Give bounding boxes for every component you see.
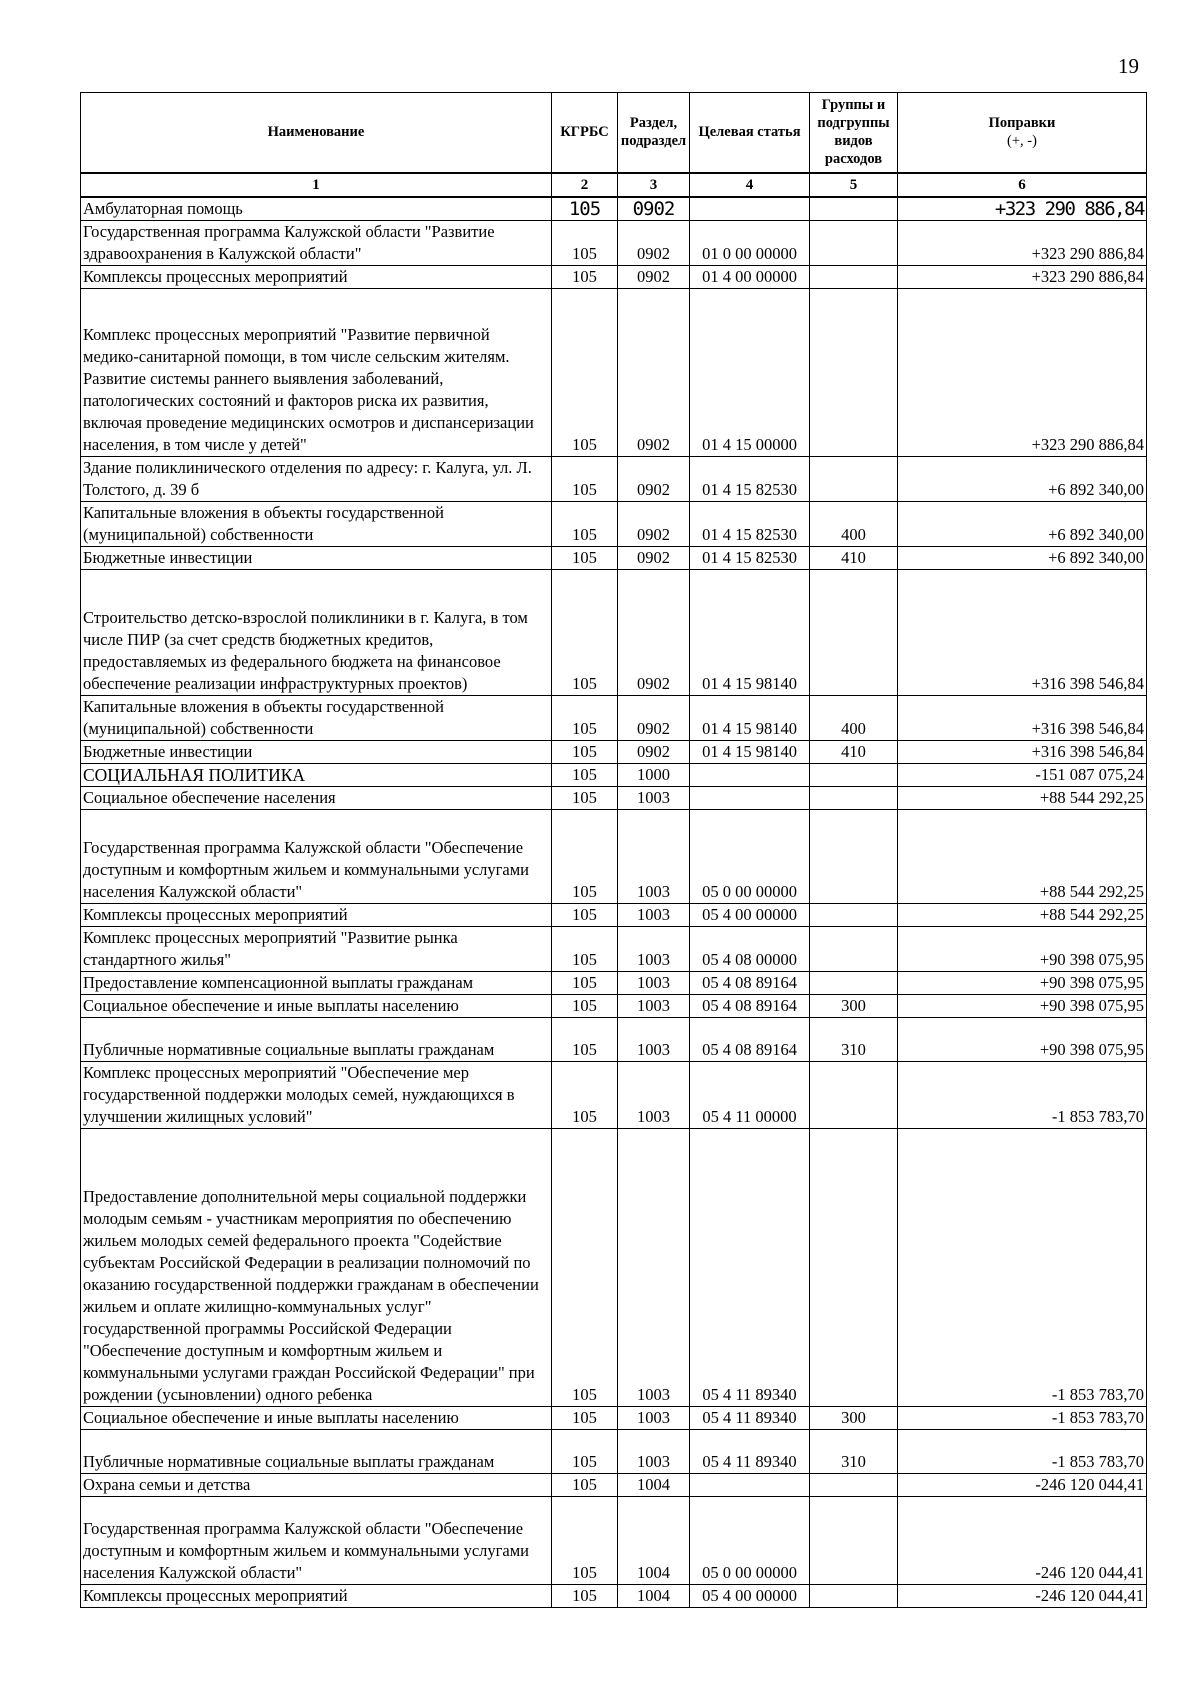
table-row	[81, 288, 1147, 456]
row-name: Комплексы процессных мероприятий	[81, 265, 552, 288]
row-article: 01 4 00 00000	[690, 265, 810, 288]
row-kgrbs: 105	[552, 994, 618, 1017]
row-group	[810, 1128, 898, 1406]
row-name: Комплекс процессных мероприятий "Развитие рынка стандартного жилья"	[81, 926, 552, 971]
table-row	[81, 740, 1147, 763]
row-kgrbs: 105	[552, 1017, 618, 1061]
page-number: 19	[1118, 54, 1139, 78]
row-kgrbs: 105	[552, 197, 618, 221]
row-group	[810, 456, 898, 501]
row-amount: +323 290 886,84	[898, 288, 1147, 456]
row-kgrbs: 105	[552, 456, 618, 501]
row-article	[690, 197, 810, 221]
row-group: 410	[810, 740, 898, 763]
row-article: 01 4 15 82530	[690, 456, 810, 501]
row-section: 1003	[618, 1061, 690, 1128]
row-group	[810, 926, 898, 971]
row-amount: -1 853 783,70	[898, 1128, 1147, 1406]
row-section: 0902	[618, 740, 690, 763]
row-amount: +6 892 340,00	[898, 546, 1147, 569]
row-name: Амбулаторная помощь	[81, 197, 552, 221]
row-name: Социальное обеспечение и иные выплаты населению	[81, 1406, 552, 1429]
row-kgrbs: 105	[552, 569, 618, 695]
row-group: 410	[810, 546, 898, 569]
row-kgrbs: 105	[552, 1429, 618, 1473]
row-name: СОЦИАЛЬНАЯ ПОЛИТИКА	[81, 763, 552, 786]
row-group	[810, 809, 898, 903]
row-section: 0902	[618, 288, 690, 456]
table-row	[81, 1496, 1147, 1584]
table-row	[81, 809, 1147, 903]
row-section: 1003	[618, 971, 690, 994]
column-number: 3	[618, 173, 690, 197]
header-groups: Группы и подгруппы видов расходов	[810, 93, 898, 173]
row-section: 1003	[618, 1429, 690, 1473]
row-kgrbs: 105	[552, 971, 618, 994]
row-section: 1003	[618, 994, 690, 1017]
row-kgrbs: 105	[552, 288, 618, 456]
header-amendments-title: Поправки	[988, 115, 1056, 132]
row-article: 05 0 00 00000	[690, 809, 810, 903]
row-amount: +316 398 546,84	[898, 740, 1147, 763]
column-numbers-row	[81, 173, 1147, 197]
row-name: Строительство детско-взрослой поликлиники в г. Калуга, в том числе ПИР (за счет средств бюджетных кредитов, предоставляемых из федерального бюджета на финансовое обеспечение реализации инфраструктурных проектов)	[81, 569, 552, 695]
row-name: Охрана семьи и детства	[81, 1473, 552, 1496]
row-kgrbs: 105	[552, 1496, 618, 1584]
row-group	[810, 197, 898, 221]
row-article: 01 4 15 98140	[690, 695, 810, 740]
row-kgrbs: 105	[552, 501, 618, 546]
row-section: 0902	[618, 197, 690, 221]
row-article: 01 0 00 00000	[690, 220, 810, 265]
row-section: 1003	[618, 1017, 690, 1061]
row-name: Предоставление дополнительной меры социальной поддержки молодым семьям - участникам мероприятия по обеспечению жильем молодых семей федерального проекта "Содействие субъектам Российской Федерации в реализации полномочий по оказанию государственной поддержки гражданам в обеспечении жильем и оплате жилищно-коммунальных услуг" государственной программы Российской Федерации "Обеспечение доступным и комфортным жильем и коммунальными услугами граждан Российской Федерации" при рождении (усыновлении) одного ребенка	[81, 1128, 552, 1406]
row-article: 01 4 15 98140	[690, 740, 810, 763]
row-name: Комплексы процессных мероприятий	[81, 1584, 552, 1607]
row-article: 01 4 15 82530	[690, 546, 810, 569]
row-article: 05 4 11 89340	[690, 1406, 810, 1429]
row-group	[810, 220, 898, 265]
row-amount: +323 290 886,84	[898, 265, 1147, 288]
row-name: Бюджетные инвестиции	[81, 546, 552, 569]
row-section: 0902	[618, 569, 690, 695]
table-row	[81, 763, 1147, 786]
row-article: 05 4 11 89340	[690, 1429, 810, 1473]
row-kgrbs: 105	[552, 546, 618, 569]
row-name: Комплексы процессных мероприятий	[81, 903, 552, 926]
row-group	[810, 265, 898, 288]
row-section: 0902	[618, 220, 690, 265]
row-amount: +323 290 886,84	[898, 197, 1147, 221]
row-name: Публичные нормативные социальные выплаты гражданам	[81, 1017, 552, 1061]
row-article	[690, 786, 810, 809]
table-row	[81, 1429, 1147, 1473]
table-row	[81, 197, 1147, 221]
table-row	[81, 546, 1147, 569]
row-kgrbs: 105	[552, 1584, 618, 1607]
row-section: 0902	[618, 456, 690, 501]
column-number: 1	[81, 173, 552, 197]
row-amount: -246 120 044,41	[898, 1496, 1147, 1584]
row-article	[690, 763, 810, 786]
row-article: 05 4 08 89164	[690, 971, 810, 994]
table-row	[81, 501, 1147, 546]
row-name: Капитальные вложения в объекты государственной (муниципальной) собственности	[81, 695, 552, 740]
row-section: 0902	[618, 695, 690, 740]
row-kgrbs: 105	[552, 903, 618, 926]
row-name: Комплекс процессных мероприятий "Обеспечение мер государственной поддержки молодых семей, нуждающихся в улучшении жилищных условий"	[81, 1061, 552, 1128]
row-amount: +88 544 292,25	[898, 903, 1147, 926]
row-amount: +90 398 075,95	[898, 1017, 1147, 1061]
table-row	[81, 1406, 1147, 1429]
row-amount: +6 892 340,00	[898, 456, 1147, 501]
row-name: Социальное обеспечение и иные выплаты населению	[81, 994, 552, 1017]
table-row	[81, 1061, 1147, 1128]
row-kgrbs: 105	[552, 265, 618, 288]
row-article	[690, 1473, 810, 1496]
table-row	[81, 456, 1147, 501]
row-group	[810, 786, 898, 809]
row-article: 01 4 15 00000	[690, 288, 810, 456]
row-section: 1003	[618, 809, 690, 903]
row-amount: +323 290 886,84	[898, 220, 1147, 265]
table-row	[81, 265, 1147, 288]
row-group	[810, 1584, 898, 1607]
row-amount: +90 398 075,95	[898, 994, 1147, 1017]
row-amount: +88 544 292,25	[898, 786, 1147, 809]
header-article: Целевая статья	[690, 93, 810, 173]
row-article: 05 4 11 89340	[690, 1128, 810, 1406]
row-group: 310	[810, 1017, 898, 1061]
column-number: 6	[898, 173, 1147, 197]
table-row	[81, 971, 1147, 994]
row-article: 05 4 08 89164	[690, 1017, 810, 1061]
row-kgrbs: 105	[552, 1128, 618, 1406]
row-amount: +6 892 340,00	[898, 501, 1147, 546]
row-kgrbs: 105	[552, 740, 618, 763]
header-row	[81, 93, 1147, 173]
row-section: 1003	[618, 926, 690, 971]
row-group: 300	[810, 994, 898, 1017]
row-group	[810, 1061, 898, 1128]
row-article: 05 4 00 00000	[690, 1584, 810, 1607]
table-row	[81, 1128, 1147, 1406]
row-section: 1004	[618, 1584, 690, 1607]
header-amendments	[898, 93, 1147, 173]
row-kgrbs: 105	[552, 809, 618, 903]
row-group: 310	[810, 1429, 898, 1473]
table-row	[81, 903, 1147, 926]
row-name: Публичные нормативные социальные выплаты гражданам	[81, 1429, 552, 1473]
row-section: 1000	[618, 763, 690, 786]
row-group: 400	[810, 501, 898, 546]
row-kgrbs: 105	[552, 220, 618, 265]
row-group: 300	[810, 1406, 898, 1429]
row-group	[810, 569, 898, 695]
row-name: Государственная программа Калужской области "Обеспечение доступным и комфортным жильем и коммунальными услугами населения Калужской области"	[81, 809, 552, 903]
row-section: 1003	[618, 1128, 690, 1406]
column-number: 5	[810, 173, 898, 197]
budget-amendments-table	[80, 92, 1147, 1608]
row-amount: +90 398 075,95	[898, 926, 1147, 971]
table-row	[81, 1017, 1147, 1061]
table-row	[81, 569, 1147, 695]
row-amount: -1 853 783,70	[898, 1429, 1147, 1473]
row-amount: +90 398 075,95	[898, 971, 1147, 994]
table-row	[81, 695, 1147, 740]
column-number: 4	[690, 173, 810, 197]
row-article: 05 4 08 00000	[690, 926, 810, 971]
row-amount: -246 120 044,41	[898, 1473, 1147, 1496]
row-article: 05 0 00 00000	[690, 1496, 810, 1584]
row-name: Здание поликлинического отделения по адресу: г. Калуга, ул. Л. Толстого, д. 39 б	[81, 456, 552, 501]
row-section: 0902	[618, 265, 690, 288]
row-kgrbs: 105	[552, 695, 618, 740]
row-kgrbs: 105	[552, 1406, 618, 1429]
row-name: Государственная программа Калужской области "Обеспечение доступным и комфортным жильем и коммунальными услугами населения Калужской области"	[81, 1496, 552, 1584]
row-section: 1003	[618, 786, 690, 809]
table-row	[81, 220, 1147, 265]
row-name: Социальное обеспечение населения	[81, 786, 552, 809]
column-number: 2	[552, 173, 618, 197]
row-group: 400	[810, 695, 898, 740]
row-name: Комплекс процессных мероприятий "Развитие первичной медико-санитарной помощи, в том числе сельским жителям. Развитие системы раннего выявления заболеваний, патологических состояний и факторов риска их развития, включая проведение медицинских осмотров и диспансеризации населения, в том числе у детей"	[81, 288, 552, 456]
row-section: 1004	[618, 1496, 690, 1584]
row-section: 1003	[618, 903, 690, 926]
row-name: Государственная программа Калужской области "Развитие здравоохранения в Калужской области"	[81, 220, 552, 265]
row-amount: -151 087 075,24	[898, 763, 1147, 786]
row-kgrbs: 105	[552, 786, 618, 809]
row-section: 1004	[618, 1473, 690, 1496]
row-amount: -1 853 783,70	[898, 1061, 1147, 1128]
row-kgrbs: 105	[552, 763, 618, 786]
row-section: 0902	[618, 546, 690, 569]
row-name: Бюджетные инвестиции	[81, 740, 552, 763]
header-amendments-sign: (+, -)	[1007, 133, 1037, 150]
row-amount: -1 853 783,70	[898, 1406, 1147, 1429]
table-row	[81, 1473, 1147, 1496]
row-name: Предоставление компенсационной выплаты гражданам	[81, 971, 552, 994]
row-article: 05 4 11 00000	[690, 1061, 810, 1128]
row-section: 0902	[618, 501, 690, 546]
row-group	[810, 971, 898, 994]
row-group	[810, 1496, 898, 1584]
row-group	[810, 1473, 898, 1496]
row-amount: +316 398 546,84	[898, 569, 1147, 695]
header-section: Раздел, подраздел	[618, 93, 690, 173]
row-article: 05 4 08 89164	[690, 994, 810, 1017]
row-article: 01 4 15 98140	[690, 569, 810, 695]
table-row	[81, 1584, 1147, 1607]
header-kgrbs: КГРБС	[552, 93, 618, 173]
row-kgrbs: 105	[552, 926, 618, 971]
header-name: Наименование	[81, 93, 552, 173]
row-group	[810, 288, 898, 456]
row-kgrbs: 105	[552, 1473, 618, 1496]
row-amount: +88 544 292,25	[898, 809, 1147, 903]
row-amount: +316 398 546,84	[898, 695, 1147, 740]
row-group	[810, 903, 898, 926]
table-row	[81, 786, 1147, 809]
table-row	[81, 994, 1147, 1017]
table-row	[81, 926, 1147, 971]
row-amount: -246 120 044,41	[898, 1584, 1147, 1607]
row-kgrbs: 105	[552, 1061, 618, 1128]
row-group	[810, 763, 898, 786]
row-article: 05 4 00 00000	[690, 903, 810, 926]
row-section: 1003	[618, 1406, 690, 1429]
row-name: Капитальные вложения в объекты государственной (муниципальной) собственности	[81, 501, 552, 546]
row-article: 01 4 15 82530	[690, 501, 810, 546]
